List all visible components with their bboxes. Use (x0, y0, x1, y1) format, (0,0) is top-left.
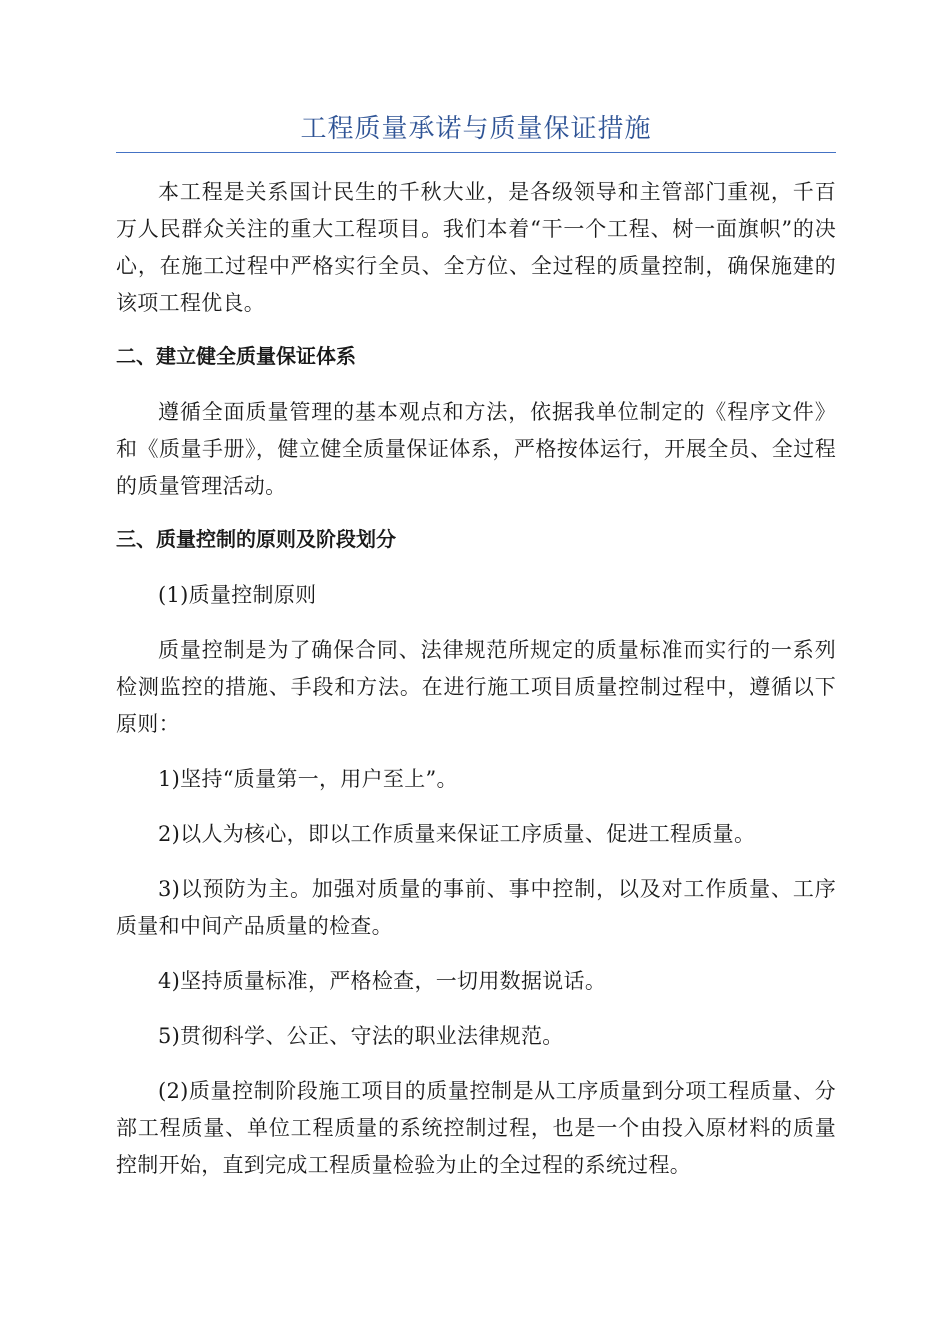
principle-item-1: 1)坚持“质量第一，用户至上”。 (158, 767, 458, 791)
intro-paragraph: 本工程是关系国计民生的千秋大业，是各级领导和主管部门重视，千百万人民群众关注的重大工程项目。我们本着“干一个工程、树一面旗帜”的决心，在施工过程中严格实行全员、全方位、全过程的质量控制，确保施建的该项工程优良。 (116, 180, 836, 315)
principle-item-3: 3)以预防为主。加强对质量的事前、事中控制，以及对工作质量、工序质量和中间产品质量的检查。 (116, 877, 836, 938)
title-underline (116, 152, 836, 153)
principle-intro-paragraph: 质量控制是为了确保合同、法律规范所规定的质量标准而实行的一系列检测监控的措施、手段和方法。在进行施工项目质量控制过程中，遵循以下原则： (116, 638, 836, 736)
section-heading-2: 二、建立健全质量保证体系 (116, 344, 356, 368)
section-2-paragraph: 遵循全面质量管理的基本观点和方法，依据我单位制定的《程序文件》和《质量手册》，健立健全质量保证体系，严格按体运行，开展全员、全过程的质量管理活动。 (116, 400, 836, 498)
section-heading-3: 三、质量控制的原则及阶段划分 (116, 527, 396, 551)
stage-paragraph: (2)质量控制阶段施工项目的质量控制是从工序质量到分项工程质量、分部工程质量、单位工程质量的系统控制过程，也是一个由投入原材料的质量控制开始，直到完成工程质量检验为止的全过程的系统过程。 (116, 1079, 836, 1177)
principle-item-5: 5)贯彻科学、公正、守法的职业法律规范。 (158, 1024, 564, 1048)
principle-item-2: 2)以人为核心，即以工作质量来保证工序质量、促进工程质量。 (158, 822, 756, 846)
document-page (116, 110, 836, 1202)
page-title: 工程质量承诺与质量保证措施 (300, 114, 652, 144)
principle-item-4: 4)坚持质量标准，严格检查，一切用数据说话。 (158, 969, 607, 993)
subsection-title-1: (1)质量控制原则 (158, 583, 317, 607)
